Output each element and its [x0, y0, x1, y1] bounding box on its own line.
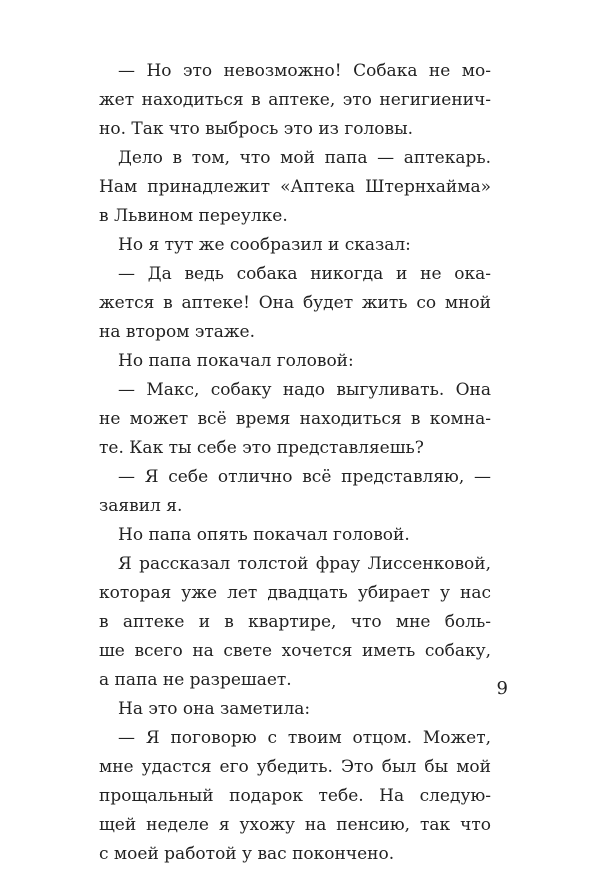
text-line: Я рассказал толстой фрау Лиссенковой, [118, 554, 491, 574]
text-line: — Но это невозможно! Собака не мо- [118, 61, 491, 81]
text-line: щей неделе я ухожу на пенсию, так что [99, 815, 491, 835]
page-number: 9 [496, 678, 508, 699]
text-line: прощальный подарок тебе. На следую- [99, 786, 491, 806]
text-line: не может всё время находиться в комна- [99, 409, 491, 429]
text-line: Но папа покачал головой: [118, 351, 354, 371]
text-line: с моей работой у вас покончено. [99, 844, 395, 864]
page-body-text [99, 57, 491, 869]
text-line: заявил я. [99, 496, 183, 516]
text-line: — Я себе отлично всё представляю, — [118, 467, 491, 487]
text-line: Нам принадлежит «Аптека Штернхайма» [99, 177, 491, 197]
text-line: жет находиться в аптеке, это негигиенич- [99, 90, 491, 110]
text-line: мне удастся его убедить. Это был бы мой [99, 757, 491, 777]
text-line: — Да ведь собака никогда и не ока- [118, 264, 491, 284]
text-line: в аптеке и в квартире, что мне боль- [99, 612, 491, 632]
text-line: на втором этаже. [99, 322, 255, 342]
text-line: Но папа опять покачал головой. [118, 525, 410, 545]
text-line: Но я тут же сообразил и сказал: [118, 235, 411, 255]
text-line: — Макс, собаку надо выгуливать. Она [118, 380, 491, 400]
text-line: жется в аптеке! Она будет жить со мной [99, 293, 491, 313]
text-line: ше всего на свете хочется иметь собаку, [99, 641, 491, 661]
text-line: в Львином переулке. [99, 206, 288, 226]
text-line: которая уже лет двадцать убирает у нас [99, 583, 491, 603]
text-line: — Я поговорю с твоим отцом. Может, [118, 728, 491, 748]
text-line: На это она заметила: [118, 699, 311, 719]
text-line: Дело в том, что мой папа — аптекарь. [118, 148, 491, 168]
text-line: те. Как ты себе это представляешь? [99, 438, 424, 458]
text-line: но. Так что выбрось это из головы. [99, 119, 414, 139]
text-line: а папа не разрешает. [99, 670, 292, 690]
